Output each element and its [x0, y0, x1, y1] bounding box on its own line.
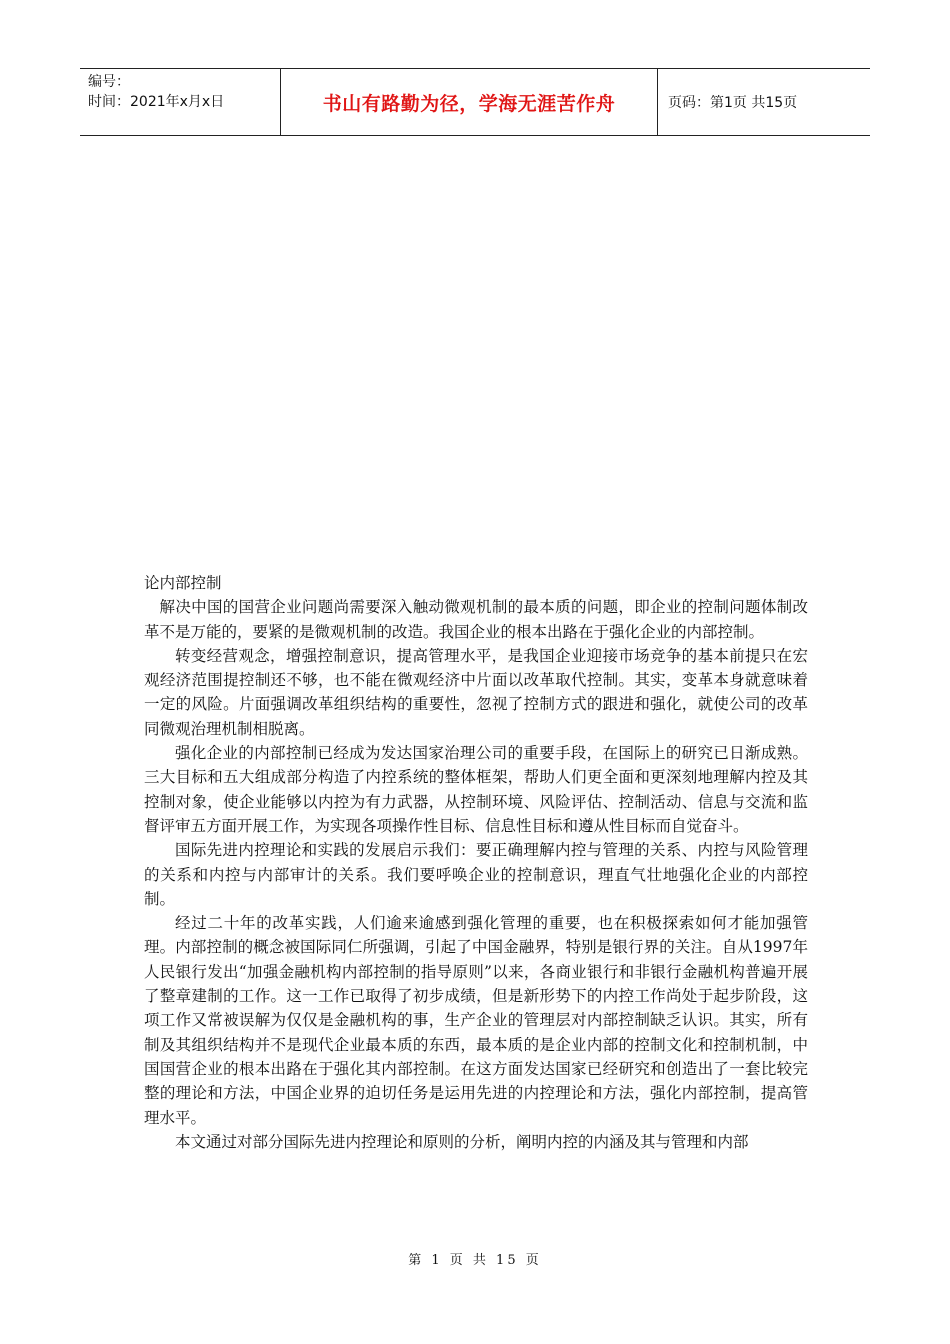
- page-header: [80, 68, 870, 136]
- header-meta: [80, 69, 280, 135]
- header-motto: 书山有路勤为径，学海无涯苦作舟: [280, 69, 658, 135]
- document-number-label: 编号：: [88, 74, 130, 90]
- article-paragraph: 解决中国的国营企业问题尚需要深入触动微观机制的最本质的问题，即企业的控制问题体制改革不是万能的，要紧的是微观机制的改造。我国企业的根本出路在于强化企业的内部控制。: [144, 598, 808, 641]
- article-title: 论内部控制: [144, 574, 222, 592]
- page-footer: 第 1 页 共 15 页: [408, 1253, 542, 1268]
- article-paragraph: 转变经营观念，增强控制意识，提高管理水平，是我国企业迎接市场竞争的基本前提只在宏观经济范围提控制还不够，也不能在微观经济中片面以改革取代控制。其实，变革本身就意味着一定的风险。片面强调改革组织结构的重要性，忽视了控制方式的跟进和强化，就使公司的改革同微观治理机制相脱离。: [144, 646, 808, 738]
- article-body: [144, 571, 808, 1154]
- article-paragraph: 本文通过对部分国际先进内控理论和原则的分析，阐明内控的内涵及其与管理和内部: [175, 1132, 749, 1151]
- article-paragraph: 经过二十年的改革实践，人们逾来逾感到强化管理的重要，也在积极探索如何才能加强管理。内部控制的概念被国际同仁所强调，引起了中国金融界，特别是银行界的关注。自从1997年人民银行发出“加强金融机构内部控制的指导原则”以来，各商业银行和非银行金融机构普遍开展了整章建制的工作。这一工作已取得了初步成绩，但是新形势下的内控工作尚处于起步阶段，这项工作又常被误解为仅仅是金融机构的事，生产企业的管理层对内部控制缺乏认识。其实，所有制及其组织结构并不是现代企业最本质的东西，最本质的是企业内部的控制文化和控制机制，中国国营企业的根本出路在于强化其内部控制。在这方面发达国家已经研究和创造出了一套比较完整的理论和方法，中国企业界的迫切任务是运用先进的内控理论和方法，强化内部控制，提高管理水平。: [144, 914, 808, 1127]
- document-date-label: 时间：2021年x月x日: [88, 94, 225, 110]
- article-paragraph: 强化企业的内部控制已经成为发达国家治理公司的重要手段，在国际上的研究已日渐成熟。三大目标和五大组成部分构造了内控系统的整体框架，帮助人们更全面和更深刻地理解内控及其控制对象，使企业能够以内控为有力武器，从控制环境、风险评估、控制活动、信息与交流和监督评审五方面开展工作，为实现各项操作性目标、信息性目标和遵从性目标而自觉奋斗。: [144, 744, 808, 835]
- article-paragraph: 国际先进内控理论和实践的发展启示我们：要正确理解内控与管理的关系、内控与风险管理的关系和内控与内部审计的关系。我们要呼唤企业的控制意识，理直气壮地强化企业的内部控制。: [144, 841, 808, 908]
- header-page-count: 页码：第1页 共15页: [668, 95, 798, 111]
